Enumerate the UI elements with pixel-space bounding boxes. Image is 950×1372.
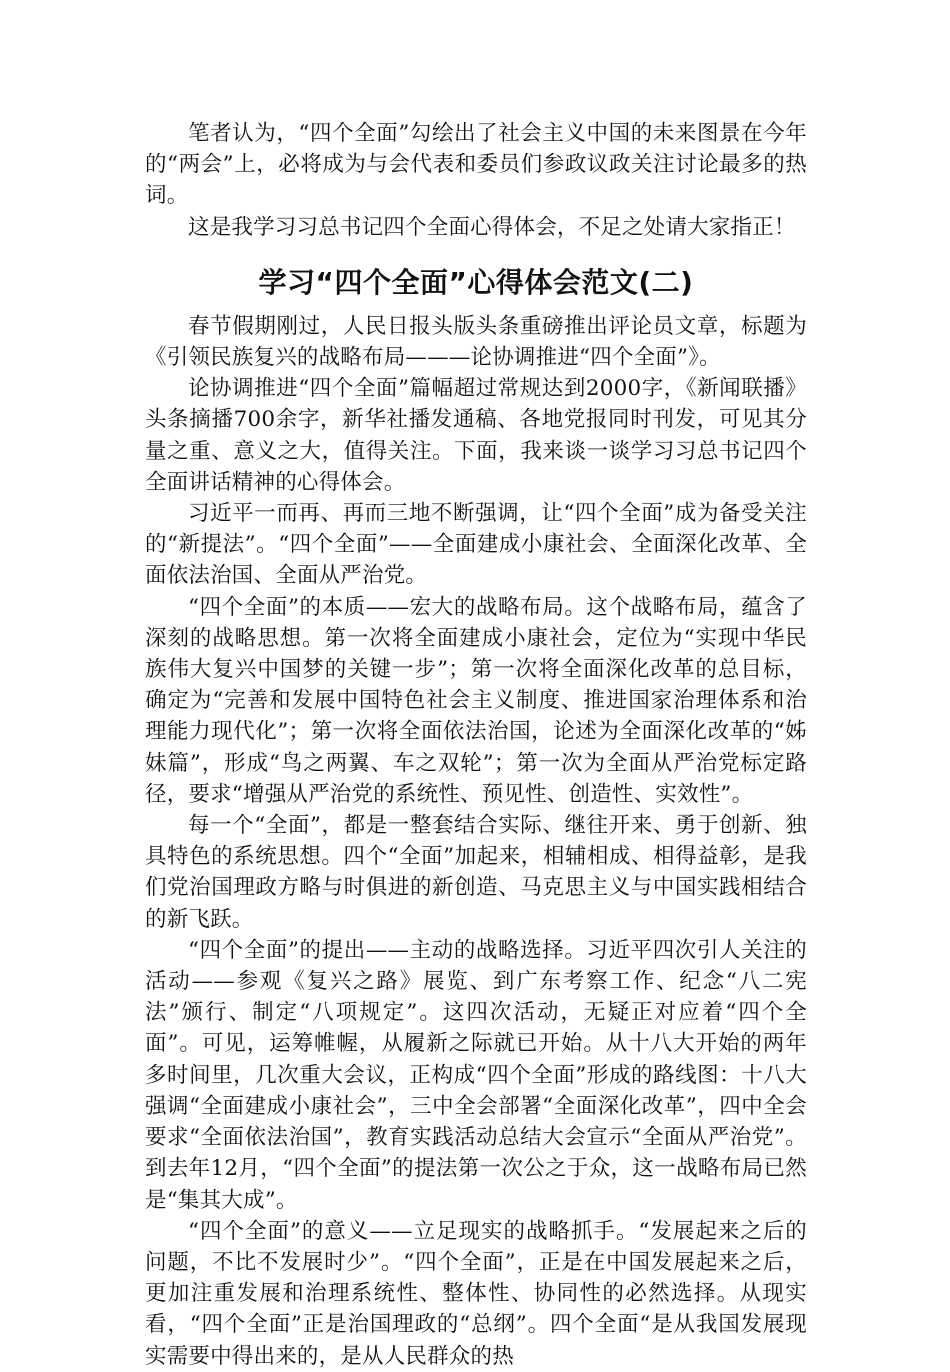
paragraph: 春节假期刚过，人民日报头版头条重磅推出评论员文章，标题为《引领民族复兴的战略布局———论协调推进“四个全面”》。 (145, 313, 807, 371)
paragraph: 每一个“全面”，都是一整套结合实际、继往开来、勇于创新、独具特色的系统思想。四个“全面”加起来，相辅相成、相得益彰，是我们党治国理政方略与时俱进的新创造、马克思主义与中国实践相结合的新飞跃。 (145, 813, 807, 932)
paragraph: “四个全面”的提出——主动的战略选择。习近平四次引人关注的活动——参观《复兴之路》展览、到广东考察工作、纪念“八二宪法”颁行、制定“八项规定”。这四次活动，无疑正对应着“四个全面”。可见，运筹帷幄，从履新之际就已开始。从十八大开始的两年多时间里，几次重大会议，正构成“四个全面”形成的路线图：十八大强调“全面建成小康社会”，三中全会部署“全面深化改革”，四中全会要求“全面依法治国”，教育实践活动总结大会宣示“全面从严治党”。到去年12月，“四个全面”的提法第一次公之于众，这一战略布局已然是“集其大成”。 (145, 937, 807, 1213)
section-one (145, 118, 807, 243)
paragraph: 笔者认为，“四个全面”勾绘出了社会主义中国的未来图景在今年的“两会”上，必将成为与会代表和委员们参政议政关注讨论最多的热词。 (145, 121, 807, 209)
document-page (145, 118, 807, 1372)
paragraph: “四个全面”的本质——宏大的战略布局。这个战略布局，蕴含了深刻的战略思想。第一次将全面建成小康社会，定位为“实现中华民族伟大复兴中国梦的关键一步”；第一次将全面深化改革的总目标，确定为“完善和发展中国特色社会主义制度、推进国家治理体系和治理能力现代化”；第一次将全面依法治国，论述为全面深化改革的“姊妹篇”，形成“鸟之两翼、车之双轮”；第一次为全面从严治党标定路径，要求“增强从严治党的系统性、预见性、创造性、实效性”。 (145, 594, 807, 807)
section-two (145, 263, 807, 1372)
paragraph: 这是我学习习总书记四个全面心得体会，不足之处请大家指正！ (188, 214, 796, 240)
paragraph: “四个全面”的意义——立足现实的战略抓手。“发展起来之后的问题，不比不发展时少”。“四个全面”，正是在中国发展起来之后，更加注重发展和治理系统性、整体性、协同性的必然选择。从现实看，“四个全面”正是治国理政的“总纲”。四个全面“是从我国发展现实需要中得出来的，是从人民群众的热 (145, 1218, 807, 1369)
paragraph: 论协调推进“四个全面”篇幅超过常规达到2000字，《新闻联播》头条摘播700余字，新华社播发通稿、各地党报同时刊发，可见其分量之重、意义之大，值得关注。下面，我来谈一谈学习习总书记四个全面讲话精神的心得体会。 (145, 376, 807, 495)
section-title: 学习“四个全面”心得体会范文(二) (258, 265, 694, 299)
paragraph: 习近平一而再、再而三地不断强调，让“四个全面”成为备受关注的“新提法”。“四个全面”——全面建成小康社会、全面深化改革、全面依法治国、全面从严治党。 (145, 501, 807, 589)
